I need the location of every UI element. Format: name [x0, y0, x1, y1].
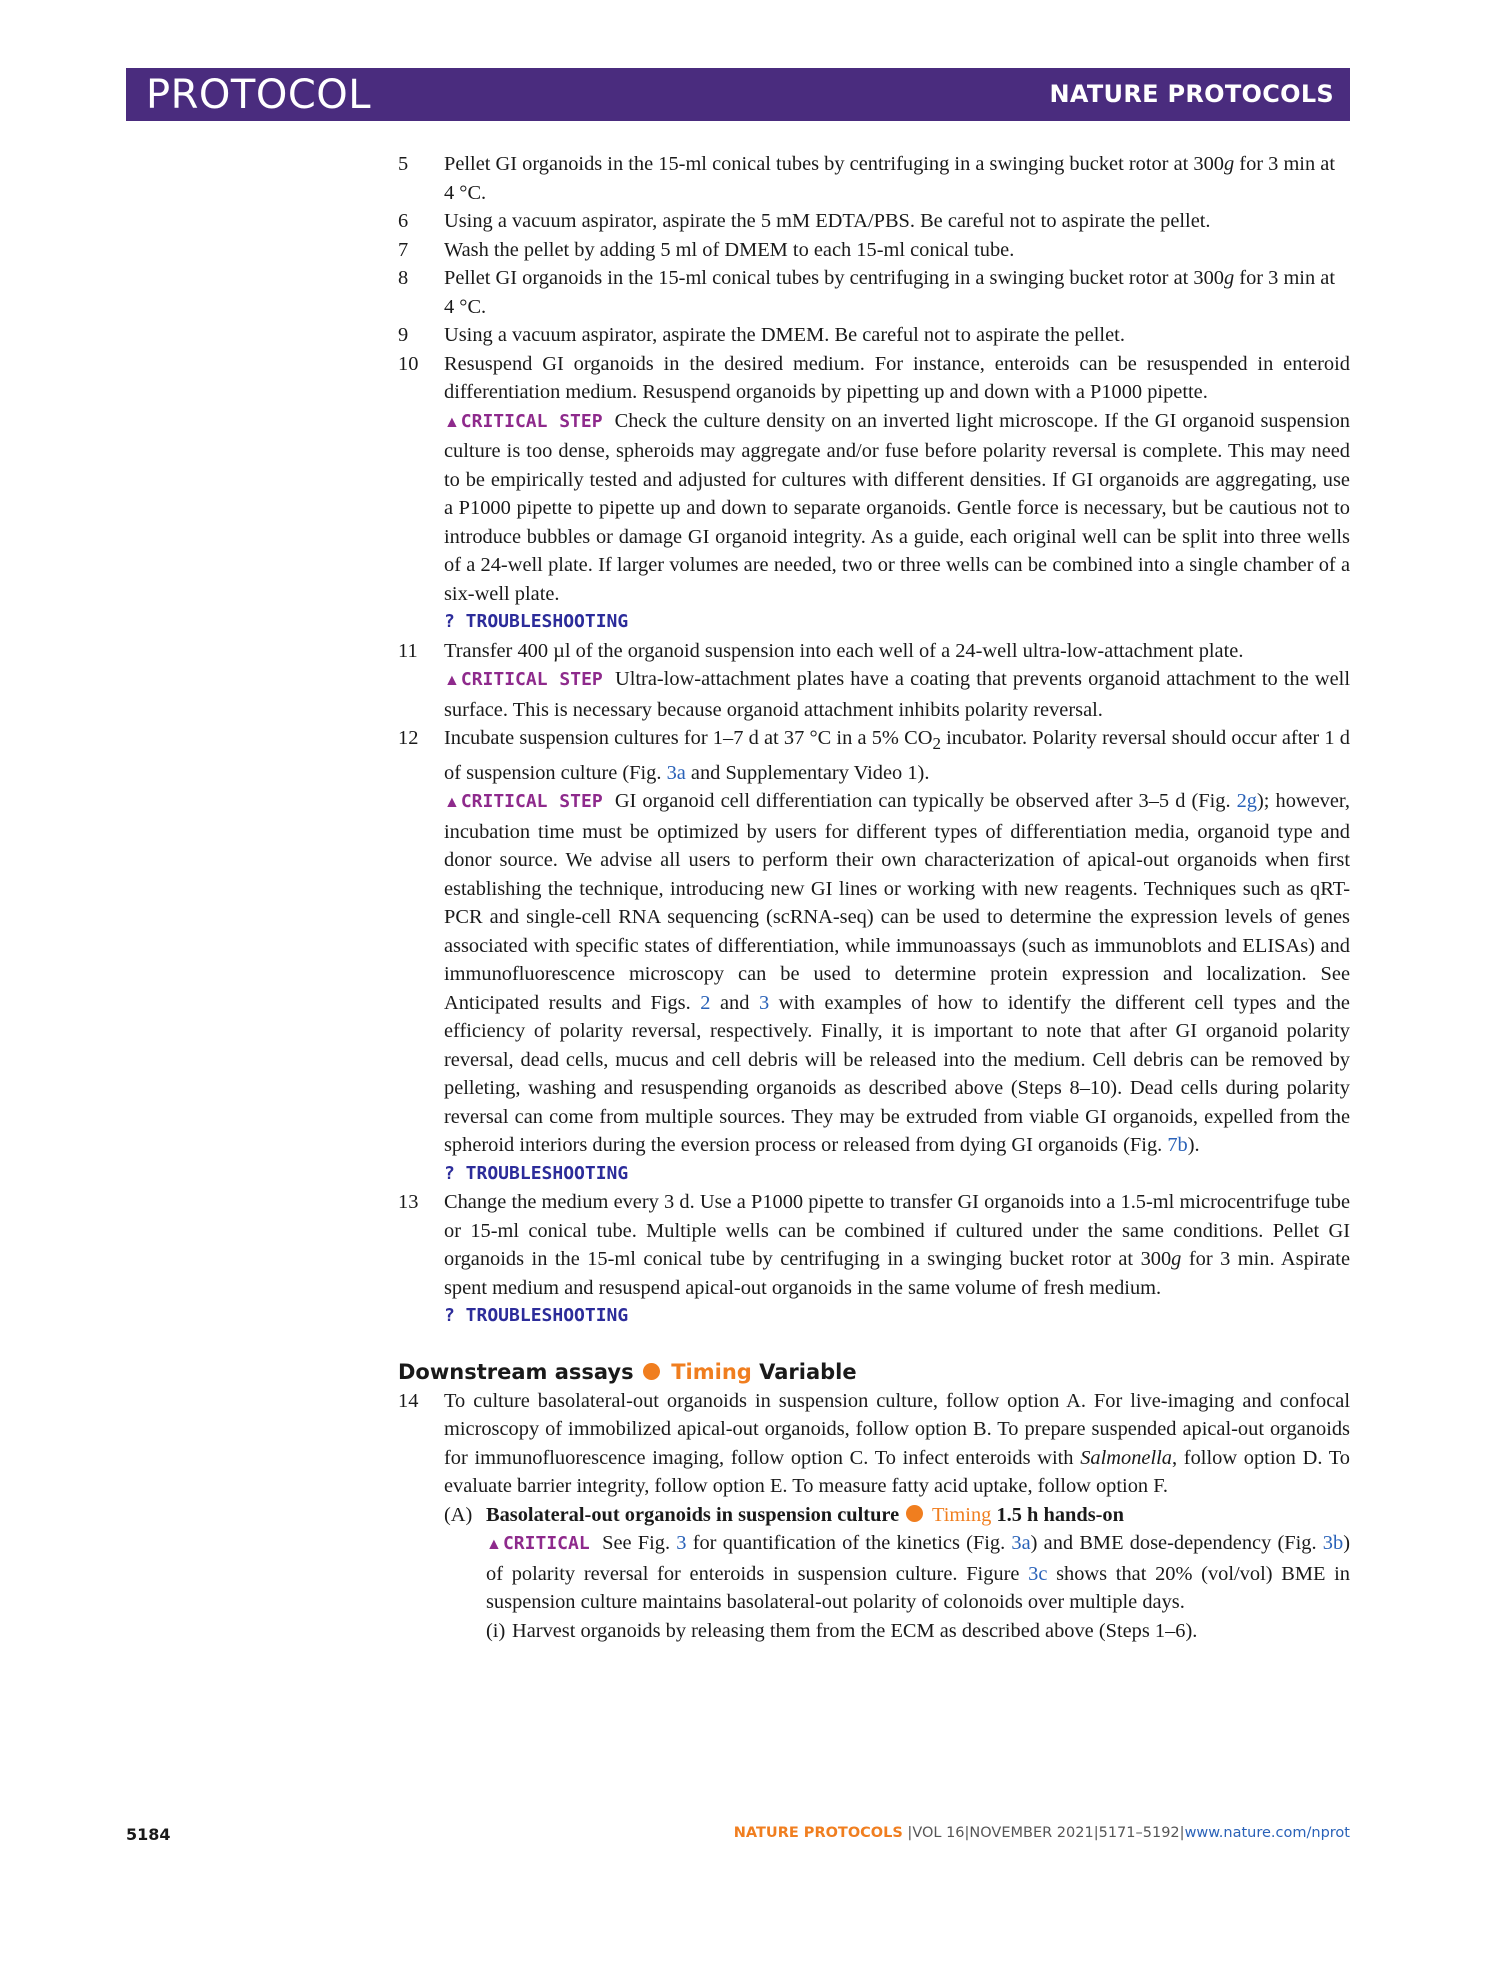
critical-step-label: CRITICAL STEP: [460, 410, 603, 432]
figure-link[interactable]: 3c: [1028, 1562, 1048, 1585]
figure-link[interactable]: 2: [700, 991, 711, 1014]
figure-link[interactable]: 7b: [1167, 1134, 1188, 1157]
step-number: 5: [398, 153, 409, 175]
troubleshooting-link[interactable]: ? TROUBLESHOOTING: [444, 1162, 629, 1184]
footer-date: NOVEMBER 2021: [969, 1825, 1094, 1841]
troubleshooting-link[interactable]: ? TROUBLESHOOTING: [444, 1305, 629, 1327]
footer-citation: NATURE PROTOCOLS |VOL 16|NOVEMBER 2021|5171–5192|www.nature.com/nprot: [733, 1825, 1350, 1841]
timing-label: Timing: [671, 1359, 752, 1384]
page-number: 5184: [126, 1825, 171, 1844]
option-a-step-i: (i) Harvest organoids by releasing them from the ECM as described above (Steps 1–6).: [486, 1619, 1198, 1642]
warning-triangle-icon: ▲: [444, 672, 461, 689]
figure-link[interactable]: 3a: [1011, 1532, 1031, 1555]
warning-triangle-icon: ▲: [444, 794, 461, 812]
step-5: 5 Pellet GI organoids in the 15-ml conical tubes by centrifuging in a swinging bucket rotor at 300g for 3 min at 4 °C.: [398, 150, 1350, 207]
critical-label: CRITICAL: [502, 1533, 590, 1555]
timing-dot-icon: [906, 1505, 923, 1522]
figure-link[interactable]: 3: [758, 991, 770, 1014]
timing-dot-icon: [643, 1363, 660, 1380]
critical-step-label: CRITICAL STEP: [460, 669, 603, 690]
step-number: 11: [398, 639, 418, 662]
journal-title: NATURE PROTOCOLS: [1049, 80, 1334, 108]
step-7: 7 Wash the pellet by adding 5 ml of DMEM to each 15-ml conical tube.: [398, 236, 1350, 265]
troubleshooting-link[interactable]: ? TROUBLESHOOTING: [444, 611, 629, 632]
footer-journal: NATURE PROTOCOLS: [733, 1825, 903, 1841]
step-9: 9 Using a vacuum aspirator, aspirate the DMEM. Be careful not to aspirate the pellet.: [398, 321, 1350, 350]
figure-link[interactable]: 3: [676, 1532, 687, 1555]
step-number: 14: [398, 1389, 419, 1412]
option-label: (A): [444, 1503, 473, 1526]
step-number: 8: [398, 267, 409, 289]
step-number: 13: [398, 1191, 419, 1214]
footer-volume: VOL 16: [912, 1825, 965, 1841]
step-6: 6 Using a vacuum aspirator, aspirate the 5 mM EDTA/PBS. Be careful not to aspirate the pellet.: [398, 207, 1350, 236]
step-number: 9: [398, 324, 409, 346]
step-12: 12 Incubate suspension cultures for 1–7 d at 37 °C in a 5% $CO_2$ incubator. Polarity reversal should occur after 1 d of suspension culture (Fig. 3a and Supplementary Video 1). ▲CRITICAL STEP GI organoid cell differentiation can typically be observed after 3–5 d (Fig. 2g); however, incubation time must be optimized by users for different types of differentiation media, organoid type and donor source. We advise all users to perform their own characterization of apical-out organoids when first establishing the technique, introducing new GI lines or working with new reagents. Techniques such as qRT-PCR and single-cell RNA sequencing (scRNA-seq) can be used to determine the expression levels of genes associated with specific states of differentiation, while immunoassays (such as immunoblots and ELISAs) and immunofluorescence microscopy can be used to determine protein expression and localization. See Anticipated results and Figs. 2 and 3 with examples of how to identify the different cell types and the efficiency of polarity reversal, respectively. Finally, it is important to note that after GI organoid polarity reversal, dead cells, mucus and cell debris will be released into the medium. Cell debris can be removed by pelleting, washing and resuspending organoids as described above (Steps 8–10). Dead cells during polarity reversal can come from multiple sources. They may be extruded from viable GI organoids, expelled from the spheroid interiors during the eversion process or released from dying GI organoids (Fig. 7b). ? TROUBLESHOOTING: [398, 724, 1350, 1188]
step-number: 6: [398, 210, 409, 232]
footer-url[interactable]: www.nature.com/nprot: [1184, 1825, 1350, 1841]
step-13: 13 Change the medium every 3 d. Use a P1000 pipette to transfer GI organoids into a 1.5-ml microcentrifuge tube or 15-ml conical tube. Multiple wells can be combined if cultured under the same conditions. Pellet GI organoids in the 15-ml conical tube by centrifuging in a swinging bucket rotor at 300g for 3 min. Aspirate spent medium and resuspend apical-out organoids in the same volume of fresh medium. ? TROUBLESHOOTING: [398, 1188, 1350, 1331]
step-14: 14 To culture basolateral-out organoids in suspension culture, follow option A. For live-imaging and confocal microscopy of immobilized apical-out organoids, follow option B. To prepare suspended apical-out organoids for immunofluorescence imaging, follow option C. To infect enteroids with Salmonella, follow option D. To evaluate barrier integrity, follow option E. To measure fatty acid uptake, follow option F. (A) Basolateral-out organoids in suspension culture Timing 1.5 h hands-on ▲CRITICAL See Fig. 3 for quantification of the kinetics (Fig. 3a) and BME dose-dependency (Fig. 3b) of polarity reversal for enteroids in suspension culture. Figure 3c shows that 20% (vol/vol) BME in suspension culture maintains basolateral-out polarity of colonoids over multiple days. (i) Harvest organoids by releasing them from the ECM as described above (Steps 1–6).: [398, 1387, 1350, 1646]
page-header: [126, 68, 1350, 121]
step-number: 7: [398, 238, 409, 261]
warning-triangle-icon: ▲: [444, 413, 461, 431]
option-heading: Basolateral-out organoids in suspension culture Timing 1.5 h hands-on: [486, 1503, 1124, 1526]
warning-triangle-icon: ▲: [486, 1536, 503, 1554]
option-a: [444, 1501, 1350, 1646]
figure-link[interactable]: 3a: [666, 761, 686, 784]
timing-label: Timing: [932, 1503, 992, 1526]
critical-step-note: ▲CRITICAL STEP GI organoid cell differentiation can typically be observed after 3–5 d (Fig. 2g); however, incubation time must be optimized by users for different types of differentiation media, organoid type and donor source. We advise all users to perform their own characterization of apical-out organoids when first establishing the technique, introducing new GI lines or working with new reagents. Techniques such as qRT-PCR and single-cell RNA sequencing (scRNA-seq) can be used to determine the expression levels of genes associated with specific states of differentiation, while immunoassays (such as immunoblots and ELISAs) and immunofluorescence microscopy can be used to determine protein expression and localization. See Anticipated results and Figs. 2 and 3 with examples of how to identify the different cell types and the efficiency of polarity reversal, respectively. Finally, it is important to note that after GI organoid polarity reversal, dead cells, mucus and cell debris will be released into the medium. Cell debris can be removed by pelleting, washing and resuspending organoids as described above (Steps 8–10). Dead cells during polarity reversal can come from multiple sources. They may be extruded from viable GI organoids, expelled from the spheroid interiors during the eversion process or released from dying GI organoids (Fig. 7b).: [444, 790, 1351, 1157]
section-heading: Downstream assays Timing Variable: [398, 1359, 857, 1384]
step-10: 10 Resuspend GI organoids in the desired medium. For instance, enteroids can be resuspended in enteroid differentiation medium. Resuspend organoids by pipetting up and down with a P1000 pipette. ▲CRITICAL STEP Check the culture density on an inverted light microscope. If the GI organoid suspension culture is too dense, spheroids may aggregate and/or fuse before polarity reversal is complete. This may need to be empirically tested and adjusted for cultures with different densities. If GI organoids are aggregating, use a P1000 pipette to pipette up and down to separate organoids. Gentle force is necessary, but be cautious not to introduce bubbles or damage GI organoid integrity. As a guide, each original well can be split into three wells of a 24-well plate. If larger volumes are needed, two or three wells can be combined into a single chamber of a six-well plate. ? TROUBLESHOOTING: [398, 350, 1350, 637]
step-11: 11 Transfer 400 µl of the organoid suspension into each well of a 24-well ultra-low-attachment plate. ▲CRITICAL STEP Ultra-low-attachment plates have a coating that prevents organoid attachment to the well surface. This is necessary because organoid attachment inhibits polarity reversal.: [398, 637, 1350, 725]
step-number: 12: [398, 727, 419, 749]
section-label: PROTOCOL: [146, 72, 372, 118]
critical-note: ▲CRITICAL See Fig. 3 for quantification of the kinetics (Fig. 3a) and BME dose-dependency (Fig. 3b) of polarity reversal for enteroids in suspension culture. Figure 3c shows that 20% (vol/vol) BME in suspension culture maintains basolateral-out polarity of colonoids over multiple days.: [486, 1532, 1350, 1614]
critical-step-note: ▲CRITICAL STEP Ultra-low-attachment plates have a coating that prevents organoid attachment to the well surface. This is necessary because organoid attachment inhibits polarity reversal.: [444, 668, 1350, 721]
step-number: 10: [398, 352, 419, 375]
main-content: [398, 150, 1350, 1645]
figure-link[interactable]: 2g: [1236, 790, 1257, 813]
step-8: 8 Pellet GI organoids in the 15-ml conical tubes by centrifuging in a swinging bucket rotor at 300g for 3 min at 4 °C.: [398, 264, 1350, 321]
critical-step-label: CRITICAL STEP: [460, 791, 603, 813]
figure-link[interactable]: 3b: [1322, 1532, 1344, 1555]
critical-step-note: ▲CRITICAL STEP Check the culture density on an inverted light microscope. If the GI organoid suspension culture is too dense, spheroids may aggregate and/or fuse before polarity reversal is complete. This may need to be empirically tested and adjusted for cultures with different densities. If GI organoids are aggregating, use a P1000 pipette to pipette up and down to separate organoids. Gentle force is necessary, but be cautious not to introduce bubbles or damage GI organoid integrity. As a guide, each original well can be split into three wells of a 24-well plate. If larger volumes are needed, two or three wells can be combined into a single chamber of a six-well plate.: [444, 409, 1350, 605]
footer-pages: 5171–5192: [1098, 1825, 1180, 1841]
